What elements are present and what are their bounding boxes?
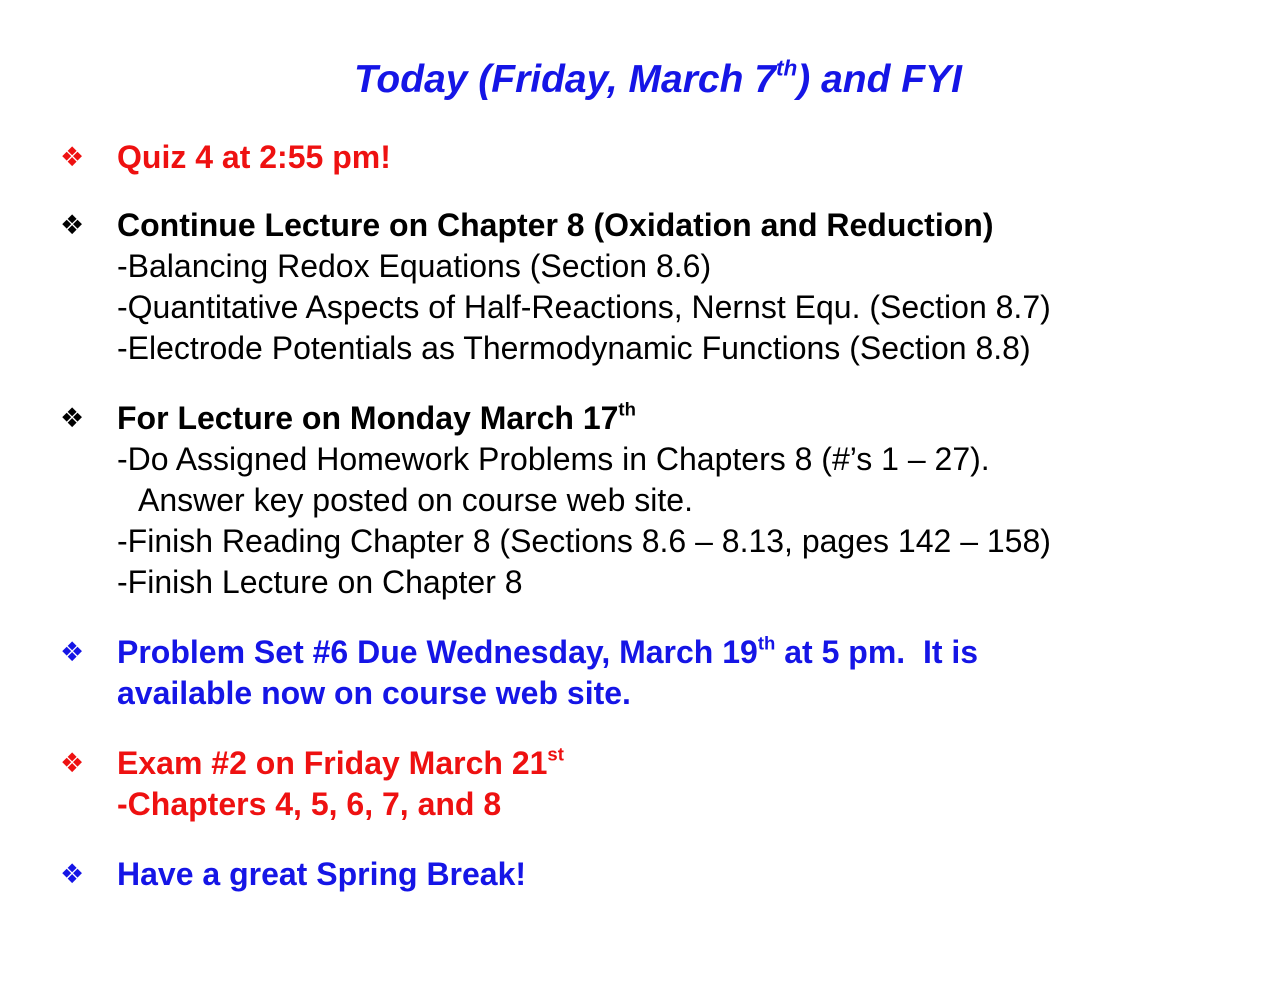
page-title [0,52,1280,108]
title-text: Today (Friday, March 7 [354,58,776,101]
lecture-line: -Electrode Potentials as Thermodynamic Functions (Section 8.8) [117,330,1031,366]
exam-heading-text: Exam #2 on Friday March 21 [117,745,548,781]
bullet-diamond-icon: ❖ [60,637,85,668]
problem-set-line2: available now on course web site. [117,675,631,711]
problem-set-line1 [117,632,978,673]
problem-set-item [117,632,978,714]
spring-break-text: Have a great Spring Break! [117,856,527,892]
bullet-diamond-icon: ❖ [60,748,85,779]
monday-heading [117,398,1051,439]
title-superscript: th [775,55,798,81]
spring-break-item [117,854,526,895]
monday-heading-superscript: th [618,398,636,420]
exam-line2: -Chapters 4, 5, 6, 7, and 8 [117,786,502,822]
monday-item [117,398,1051,603]
bullet-diamond-icon: ❖ [60,210,85,241]
exam-heading-superscript: st [547,743,564,765]
quiz-text: Quiz 4 at 2:55 pm! [117,139,391,175]
monday-heading-text: For Lecture on Monday March 17 [117,400,619,436]
problem-set-text-after: at 5 pm. It is [775,634,979,670]
monday-line: Answer key posted on course web site. [138,482,693,518]
bullet-diamond-icon: ❖ [60,403,85,434]
lecture-item [117,205,1051,369]
title-text-after: ) and FYI [797,58,962,101]
lecture-line: -Quantitative Aspects of Half-Reactions, Nernst Equ. (Section 8.7) [117,289,1051,325]
exam-heading [117,743,564,784]
problem-set-superscript: th [757,632,776,654]
bullet-diamond-icon: ❖ [60,142,85,173]
exam-item [117,743,564,825]
problem-set-text: Problem Set #6 Due Wednesday, March 19 [117,634,758,670]
lecture-heading: Continue Lecture on Chapter 8 (Oxidation and Reduction) [117,207,994,243]
quiz-item [117,137,391,178]
monday-line: -Finish Reading Chapter 8 (Sections 8.6 – 8.13, pages 142 – 158) [117,523,1051,559]
monday-line: -Do Assigned Homework Problems in Chapters 8 (#’s 1 – 27). [117,441,990,477]
bullet-diamond-icon: ❖ [60,859,85,890]
lecture-line: -Balancing Redox Equations (Section 8.6) [117,248,712,284]
monday-line: -Finish Lecture on Chapter 8 [117,564,523,600]
